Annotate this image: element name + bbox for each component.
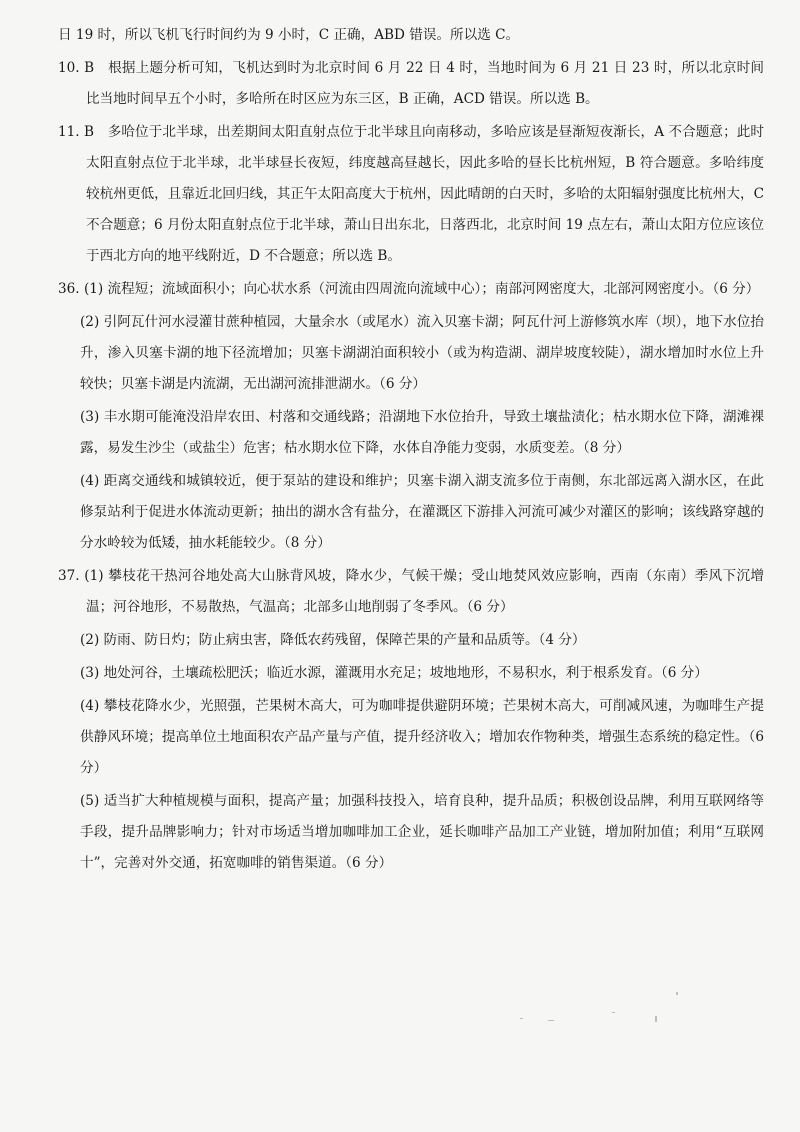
scan-speck: [548, 1020, 554, 1021]
q37-part1: 37. (1) 攀枝花干热河谷地处高大山脉背风坡，降水少，气候干燥；受山地焚风效应影响，西南（东南）季风下沉增温；河谷地形，不易散热，气温高；北部多山地削弱了冬季风。（6 分）: [58, 568, 764, 615]
q11-answer: 11. B 多哈位于北半球，出差期间太阳直射点位于北半球且向南移动，多哈应该是昼渐短夜渐长，A 不合题意；此时太阳直射点位于北半球，北半球昼长夜短，纬度越高昼越长，因此多哈的昼长比杭州短，B 符合题意。多哈纬度较杭州更低，且靠近北回归线，其正午太阳高度大于杭州，因此晴朗的白天时，多哈的太阳辐射强度比杭州大，C 不合题意；6 月份太阳直射点位于北半球，萧山日出东北，日落西北，北京时间 19 点左右，萧山太阳方位应该位于西北方向的地平线附近，D 不合题意；所以选 B。: [58, 124, 764, 264]
q37-part3: (3) 地处河谷，土壤疏松肥沃；临近水源，灌溉用水充足；坡地地形，不易积水，利于根系发育。（6 分）: [80, 665, 708, 681]
q36-part4: (4) 距离交通线和城镇较近，便于泵站的建设和维护；贝塞卡湖入湖支流多位于南侧，东北部远离入湖水区，在此修泵站利于促进水体流动更新；抽出的湖水含有盐分，在灌溉区下游排入河流可减少对灌区的影响；该线路穿越的分水岭较为低矮，抽水耗能较少。（8 分）: [80, 473, 764, 551]
scan-speck: [612, 1012, 615, 1013]
scan-speck: [655, 1016, 657, 1022]
q9-answer-tail: 日 19 时，所以飞机飞行时间约为 9 小时，C 正确，ABD 错误。所以选 C。: [58, 27, 520, 43]
q37-part4: (4) 攀枝花降水少，光照强，芒果树木高大，可为咖啡提供避阴环境；芒果树木高大，可削减风速，为咖啡生产提供静风环境；提高单位土地面积农产品产量与产值，提升经济收入；增加农作物种类，增强生态系统的稳定性。（6 分）: [80, 698, 764, 776]
q36-part1: 36. (1) 流程短；流域面积小；向心状水系（河流由四周流向流域中心）；南部河网密度大，北部河网密度小。（6 分）: [58, 281, 760, 297]
q37-part2: (2) 防雨、防日灼；防止病虫害，降低农药残留，保障芒果的产量和品质等。（4 分）: [80, 632, 586, 648]
q36-part3: (3) 丰水期可能淹没沿岸农田、村落和交通线路；沿湖地下水位抬升，导致土壤盐渍化；枯水期水位下降，湖滩裸露，易发生沙尘（或盐尘）危害；枯水期水位下降，水体自净能力变弱，水质变差。（8 分）: [80, 409, 764, 456]
scan-speck: [520, 1018, 523, 1019]
q37-part5: (5) 适当扩大种植规模与面积，提高产量；加强科技投入，培育良种，提升品质；积极创设品牌，利用互联网络等手段，提升品牌影响力；针对市场适当增加咖啡加工企业，延长咖啡产品加工产业链，增加附加值；利用“互联网十”，完善对外交通，拓宽咖啡的销售渠道。（6 分）: [80, 793, 764, 871]
q10-answer: 10. B 根据上题分析可知，飞机达到时为北京时间 6 月 22 日 4 时，当地时间为 6 月 21 日 23 时，所以北京时间比当地时间早五个小时，多哈所在时区应为东三区，B 正确，ACD 错误。所以选 B。: [58, 60, 764, 107]
scan-speck: [676, 992, 678, 995]
q36-part2: (2) 引阿瓦什河水浸灌甘蔗种植园，大量余水（或尾水）流入贝塞卡湖；阿瓦什河上游修筑水库（坝），地下水位抬升，渗入贝塞卡湖的地下径流增加；贝塞卡湖湖泊面积较小（或为构造湖、湖岸坡度较陡），湖水增加时水位上升较快；贝塞卡湖是内流湖，无出湖河流排泄湖水。（6 分）: [80, 314, 764, 392]
